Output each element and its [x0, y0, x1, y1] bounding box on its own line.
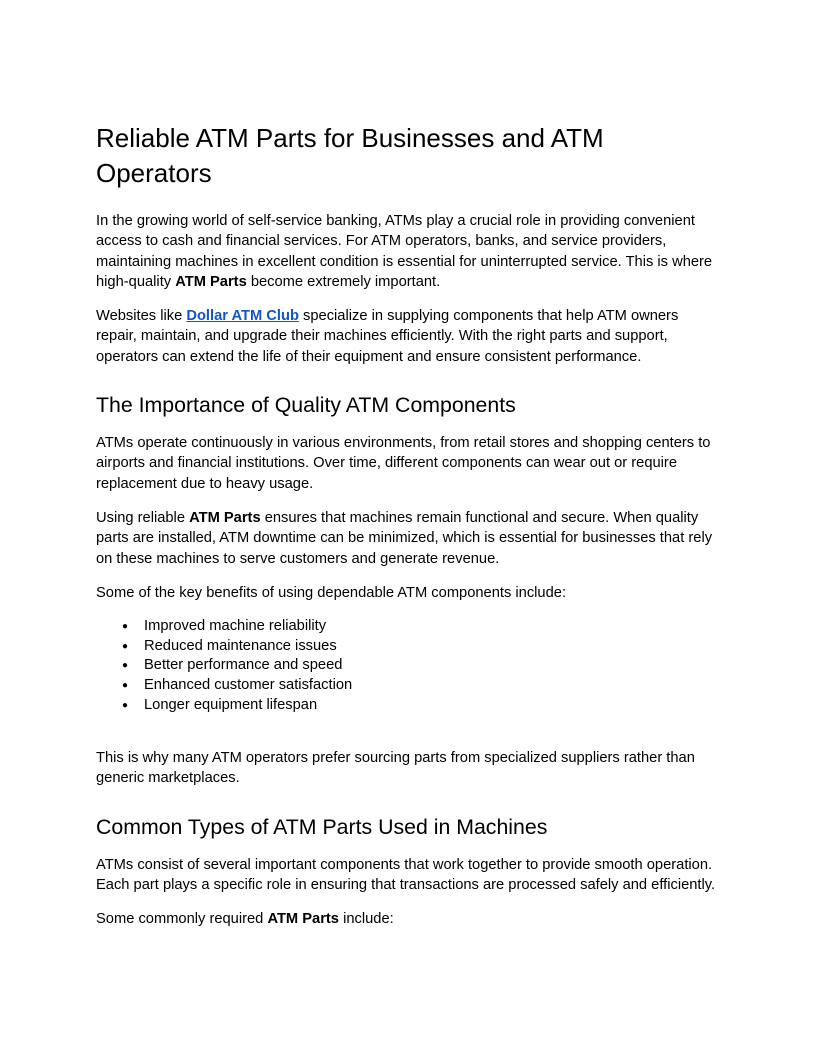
heading-common-types: Common Types of ATM Parts Used in Machines — [96, 814, 548, 839]
bullet-icon: ● — [122, 621, 129, 633]
text-run: ensures that machines remain functional and secure. When quality parts are installed, ATM downtime can be minimized, which is essential for businesses that rely on these machines to serve customers and generate revenue. — [96, 509, 713, 567]
bullet-icon: ● — [122, 660, 129, 672]
benefits-intro-paragraph: Some of the key benefits of using dependable ATM components include: — [96, 584, 567, 601]
text-run: Some commonly required — [96, 911, 268, 928]
text-run: specialize in supplying components that help ATM owners repair, maintain, and upgrade their machines efficiently. With the right parts and support, operators can extend the life of their equipment and ensure consistent performance. — [96, 308, 679, 365]
bold-atm-parts: ATM Parts — [267, 911, 339, 928]
list-item — [96, 696, 720, 716]
bullet-icon: ● — [122, 699, 129, 711]
suppliers-paragraph: This is why many ATM operators prefer sourcing parts from specialized suppliers rather than generic marketplaces. — [96, 750, 695, 787]
list-item-text: Longer equipment lifespan — [144, 696, 318, 713]
intro-paragraph — [96, 211, 720, 292]
dollar-atm-club-link[interactable]: Dollar ATM Club — [186, 308, 299, 325]
bullet-icon: ● — [122, 640, 129, 652]
benefits-list — [96, 617, 720, 715]
text-run: become extremely important. — [246, 273, 441, 290]
list-item-text: Enhanced customer satisfaction — [144, 676, 353, 693]
list-item — [96, 637, 720, 657]
reliability-paragraph — [96, 508, 720, 569]
components-paragraph: ATMs consist of several important components that work together to provide smooth operation. Each part plays a specific role in ensuring that transactions are processed safely and efficiently. — [96, 856, 716, 894]
list-item — [96, 656, 720, 676]
heading-importance: The Importance of Quality ATM Components — [96, 393, 516, 418]
bold-atm-parts: ATM Parts — [189, 509, 261, 526]
document-title: Reliable ATM Parts for Businesses and ATM Operators — [96, 123, 604, 188]
text-run: Using reliable — [96, 509, 190, 526]
bullet-icon: ● — [122, 679, 129, 691]
bold-atm-parts: ATM Parts — [175, 273, 247, 290]
text-run: include: — [338, 911, 394, 928]
text-run: In the growing world of self-service banking, ATMs play a crucial role in providing convenient access to cash and financial services. For ATM operators, banks, and service providers, maintaining machines in excellent condition is essential for uninterrupted service. This is where high-quality — [96, 213, 713, 290]
list-item-text: Better performance and speed — [144, 657, 343, 674]
required-parts-paragraph — [96, 909, 720, 929]
list-item — [96, 617, 720, 637]
supplier-paragraph — [96, 306, 720, 367]
text-run: Websites like — [96, 308, 187, 325]
environments-paragraph: ATMs operate continuously in various environments, from retail stores and shopping centers to airports and financial institutions. Over time, different components can wear out or require replacement due to heavy usage. — [96, 435, 711, 492]
list-item — [96, 676, 720, 696]
list-item-text: Improved machine reliability — [144, 618, 327, 635]
list-item-text: Reduced maintenance issues — [144, 637, 337, 654]
